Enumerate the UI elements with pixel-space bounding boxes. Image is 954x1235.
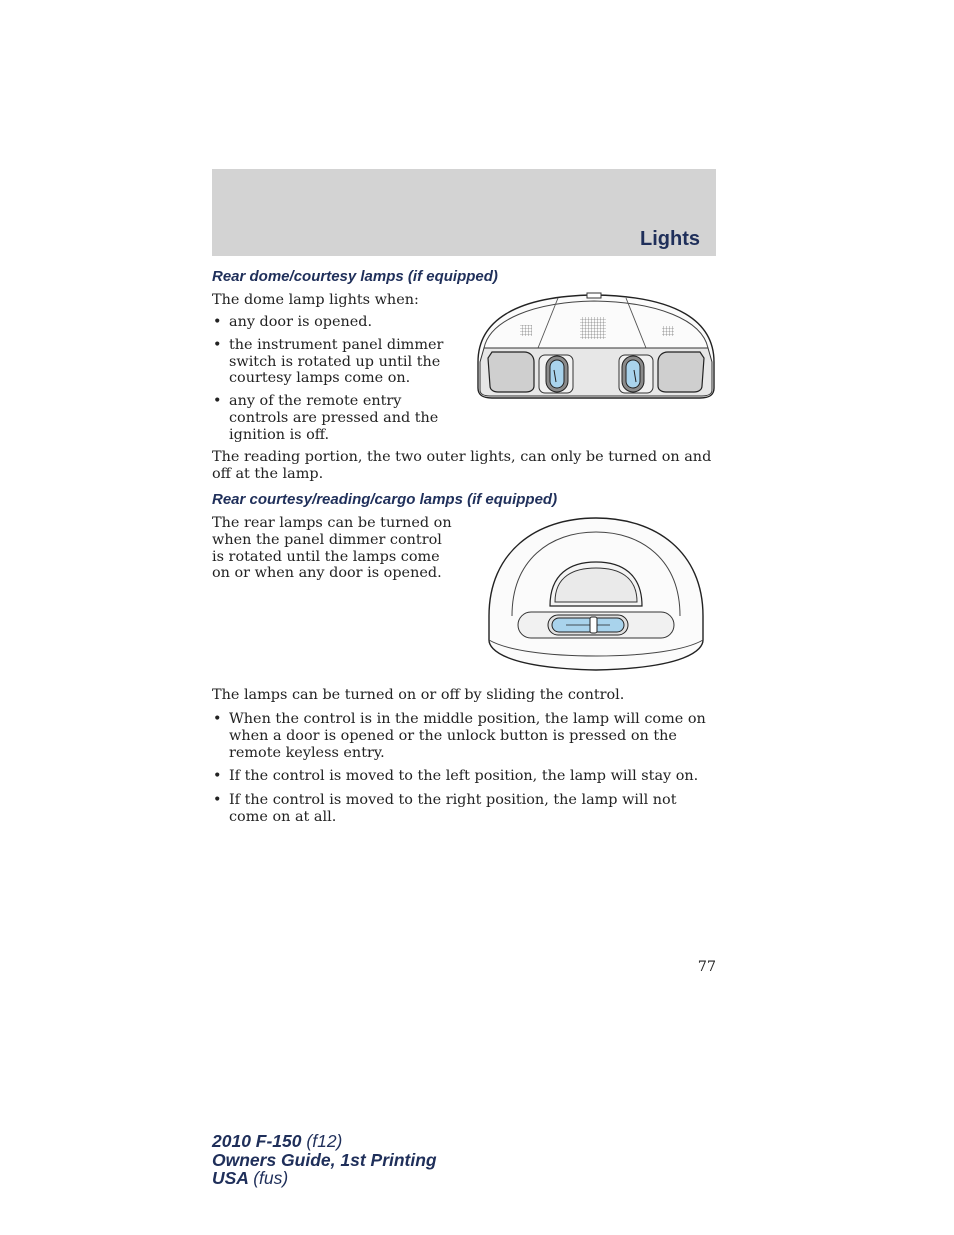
footer-model-code: (f12)	[306, 1131, 343, 1151]
list-item: • any door is opened.	[213, 314, 373, 330]
dome-intro-text: The dome lamp lights when:	[212, 292, 419, 308]
footer-model: 2010 F-150	[212, 1131, 302, 1151]
list-item: • any of the remote entry controls are pressed and the ignition is off.	[213, 393, 439, 443]
list-item: • When the control is in the middle position, the lamp will come on when a door is opened or the unlock button is pressed on the remote keyless entry.	[213, 711, 706, 761]
section-title: Lights	[640, 228, 700, 250]
footer-market-code: (fus)	[253, 1168, 289, 1188]
footer-imprint	[212, 1132, 437, 1188]
page-number: 77	[697, 959, 716, 975]
list-item: • the instrument panel dimmer switch is rotated up until the courtesy lamps come on.	[213, 336, 444, 387]
rear-lamps-intro-text: The rear lamps can be turned on when the panel dimmer control is rotated until the lamps come on or when any door is opened.	[212, 515, 452, 582]
dome-lamp-illustration	[474, 292, 718, 400]
footer-market: USA	[212, 1168, 249, 1188]
footer-guide: Owners Guide, 1st Printing	[212, 1149, 437, 1170]
cargo-lamp-illustration	[486, 516, 706, 672]
list-item: • If the control is moved to the left position, the lamp will stay on.	[213, 768, 699, 785]
heading-rear-dome-lamps: Rear dome/courtesy lamps (if equipped)	[212, 268, 498, 285]
section-header-band	[212, 169, 716, 256]
heading-rear-courtesy-lamps: Rear courtesy/reading/cargo lamps (if equipped)	[212, 491, 558, 508]
sliding-control-text: The lamps can be turned on or off by sliding the control.	[212, 687, 625, 703]
reading-portion-text: The reading portion, the two outer lights, can only be turned on and off at the lamp.	[212, 449, 712, 482]
dome-bullet-list	[212, 314, 454, 444]
list-item: • If the control is moved to the right position, the lamp will not come on at all.	[213, 792, 677, 825]
control-position-list	[212, 711, 716, 826]
